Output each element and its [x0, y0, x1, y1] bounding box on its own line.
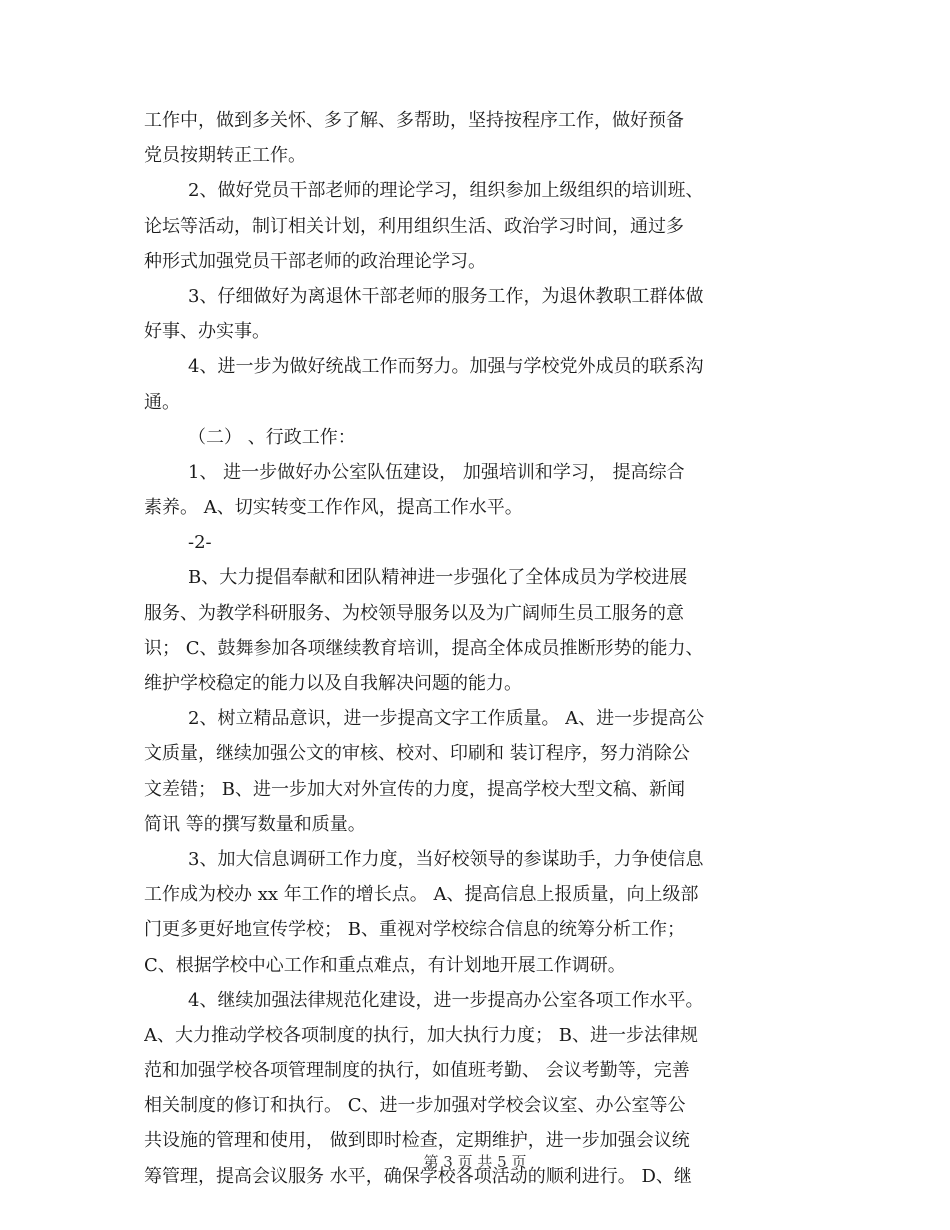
text-line: 工作成为校办 xx 年工作的增长点。 A、提高信息上报质量，向上级部 — [144, 884, 699, 906]
text-line: 2、做好党员干部老师的理论学习，组织参加上级组织的培训班、 — [188, 180, 704, 202]
text-line: 种形式加强党员干部老师的政治理论学习。 — [144, 250, 486, 272]
text-line: 范和加强学校各项管理制度的执行，如值班考勤、 会议考勤等，完善 — [144, 1060, 690, 1082]
inline-page-marker: -2- — [188, 532, 212, 554]
text-line: 相关制度的修订和执行。 C、进一步加强对学校会议室、办公室等公 — [144, 1095, 686, 1117]
text-line: A、大力推动学校各项制度的执行，加大执行力度； B、进一步法律规 — [144, 1024, 698, 1046]
section-heading: （二） 、行政工作： — [188, 426, 356, 448]
text-line: B、大力提倡奉献和团队精神进一步强化了全体成员为学校进展 — [188, 567, 688, 589]
text-line: 3、加大信息调研工作力度，当好校领导的参谋助手，力争使信息 — [188, 848, 704, 870]
text-line: 文质量，继续加强公文的审核、校对、印刷和 装订程序，努力消除公 — [144, 743, 690, 765]
text-line: 维护学校稳定的能力以及自我解决问题的能力。 — [144, 673, 522, 694]
text-line: 3、仔细做好为离退休干部老师的服务工作，为退休教职工群体做 — [188, 285, 704, 307]
document-body — [144, 103, 810, 1194]
text-line: 党员按期转正工作。 — [144, 145, 306, 167]
text-line: 门更多更好地宣传学校； B、重视对学校综合信息的统筹分析工作； — [144, 919, 685, 941]
page-number-footer: 第 3 页 共 5 页 — [423, 1153, 527, 1171]
text-line: 通。 — [144, 391, 180, 413]
text-line: 4、继续加强法律规范化建设，进一步提高办公室各项工作水平。 — [188, 989, 704, 1011]
text-line: C、根据学校中心工作和重点难点，有计划地开展工作调研。 — [144, 954, 626, 976]
text-line: 工作中，做到多关怀、多了解、多帮助，坚持按程序工作，做好预备 — [144, 110, 684, 131]
text-line: 筹管理，提高会议服务 水平，确保学校各项活动的顺利进行。 D、继 — [144, 1165, 692, 1187]
text-line: 素养。 A、切实转变工作作风，提高工作水平。 — [144, 497, 523, 519]
text-line: 识； C、鼓舞参加各项继续教育培训，提高全体成员推断形势的能力、 — [144, 637, 704, 659]
text-line: 1、 进一步做好办公室队伍建设， 加强培训和学习， 提高综合 — [188, 461, 685, 483]
text-line: 文差错； B、进一步加大对外宣传的力度，提高学校大型文稿、新闻 — [144, 778, 685, 800]
text-line: 好事、办实事。 — [144, 321, 270, 343]
text-line: 简讯 等的撰写数量和质量。 — [144, 813, 366, 835]
text-line: 2、树立精品意识，进一步提高文字工作质量。 A、进一步提高公 — [188, 708, 705, 730]
text-line: 4、进一步为做好统战工作而努力。加强与学校党外成员的联系沟 — [188, 356, 704, 378]
text-line: 服务、为教学科研服务、为校领导服务以及为广阔师生员工服务的意 — [144, 602, 684, 624]
text-line: 论坛等活动，制订相关计划，利用组织生活、政治学习时间，通过多 — [144, 215, 684, 237]
text-line: 共设施的管理和使用， 做到即时检查，定期维护，进一步加强会议统 — [144, 1130, 690, 1152]
